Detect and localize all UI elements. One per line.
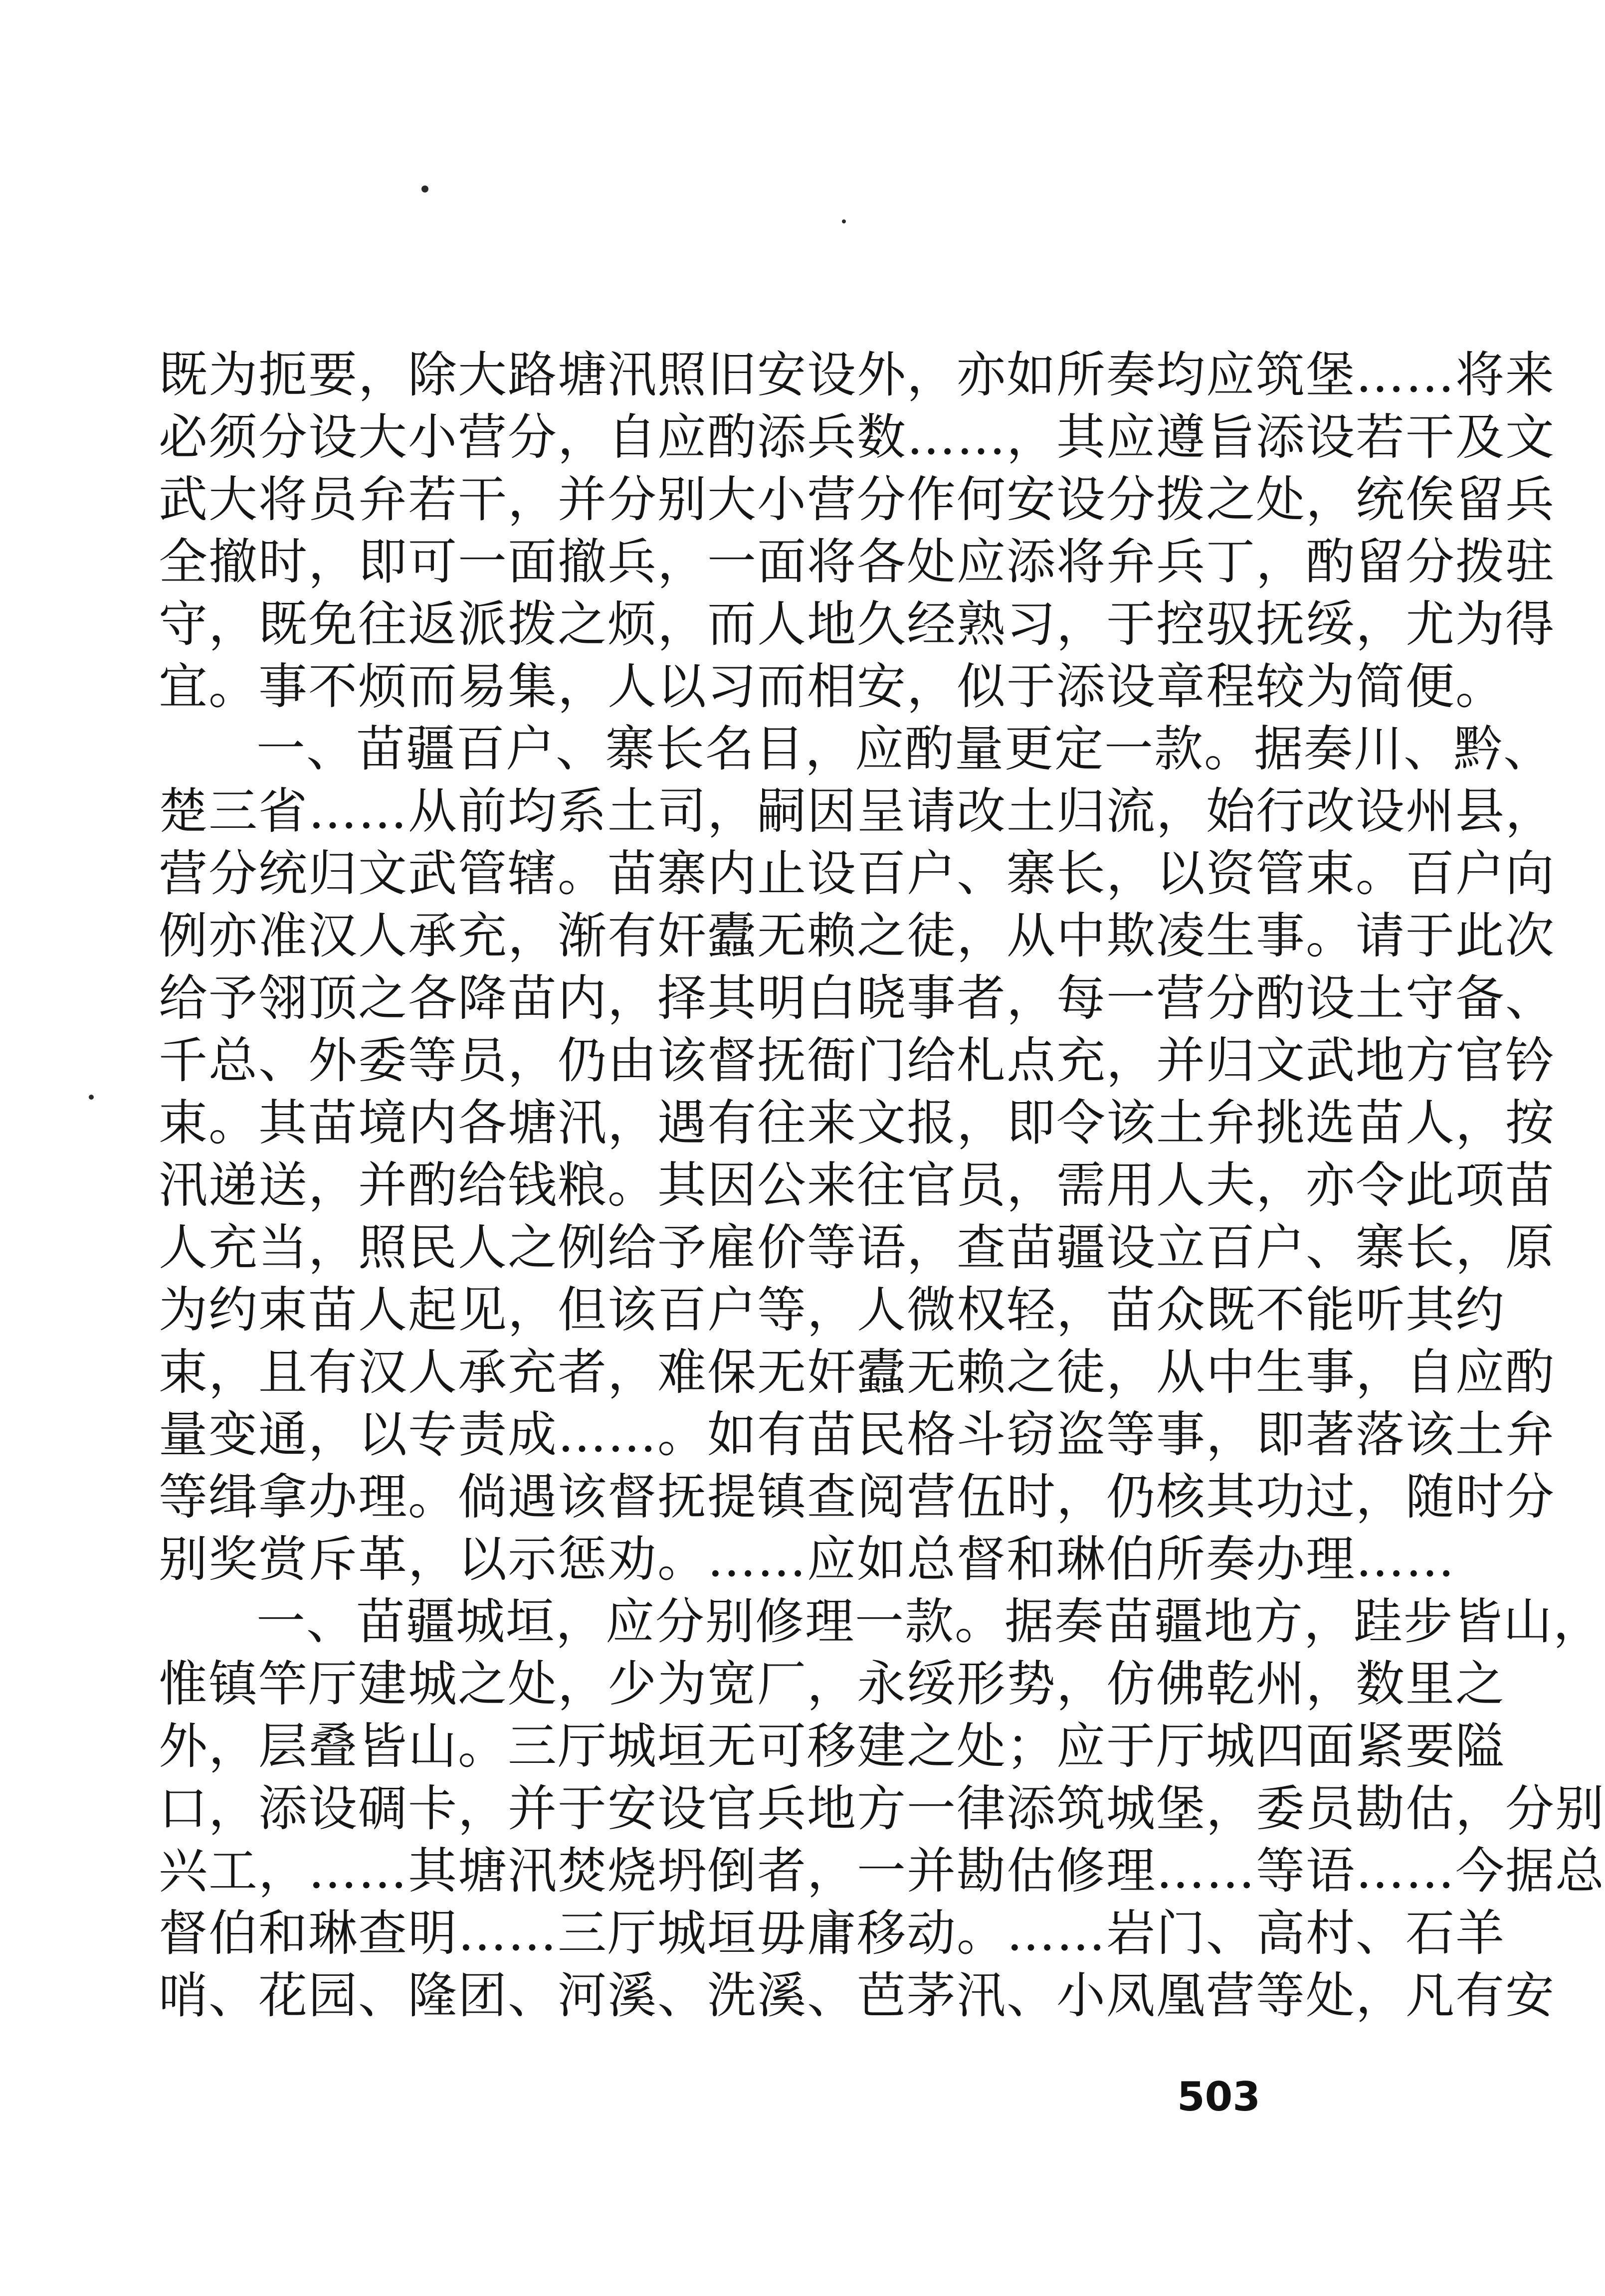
text-line: 必须分设大小营分，自应酌添兵数……，其应遵旨添设若干及文	[159, 409, 1556, 466]
text-line: 哨、花园、隆团、河溪、洗溪、芭茅汛、小凤凰营等处，凡有安	[159, 1967, 1556, 2024]
scan-speck	[89, 1095, 94, 1100]
text-line: 给予翎顶之各降苗内，择其明白晓事者，每一营分酌设土守备、	[159, 970, 1556, 1027]
text-line: 口，添设碉卡，并于安设官兵地方一律添筑城堡，委员勘估，分别	[159, 1780, 1605, 1837]
text-line: 千总、外委等员，仍由该督抚衙门给札点充，并归文武地方官钤	[159, 1032, 1556, 1089]
text-line: 惟镇竿厅建城之处，少为宽厂，永绥形势，仿佛乾州，数里之	[159, 1656, 1506, 1713]
text-line: 武大将员弁若干，并分别大小营分作何安设分拨之处，统俟留兵	[159, 471, 1556, 528]
text-line: 为约束苗人起见，但该百户等，人微权轻，苗众既不能听其约	[159, 1282, 1506, 1339]
text-line: 人充当，照民人之例给予雇价等语，查苗疆设立百户、寨长，原	[159, 1219, 1556, 1276]
text-line: 别奖赏斥革，以示惩劝。……应如总督和琳伯所奏办理……	[159, 1531, 1456, 1588]
text-line: 汛递送，并酌给钱粮。其因公来往官员，需用人夫，亦令此项苗	[159, 1157, 1556, 1214]
paragraph-2	[159, 718, 1556, 1591]
text-line: 督伯和琳查明……三厅城垣毋庸移动。……岩门、高村、石羊	[159, 1905, 1506, 1962]
paragraph-1	[159, 344, 1556, 718]
text-line: 束，且有汉人承充者，难保无奸蠹无赖之徒，从中生事，自应酌	[159, 1344, 1556, 1401]
text-line: 楚三省……从前均系土司，嗣因呈请改土归流，始行改设州县，	[159, 783, 1556, 840]
text-line: 束。其苗境内各塘汛，遇有往来文报，即令该土弁挑选苗人，按	[159, 1095, 1556, 1151]
text-line: 兴工，……其塘汛焚烧坍倒者，一并勘估修理……等语……今据总	[159, 1843, 1605, 1900]
text-line: 营分统归文武管辖。苗寨内止设百户、寨长，以资管束。百户向	[159, 845, 1556, 902]
body-text	[159, 344, 1605, 2027]
scan-speck	[842, 219, 846, 223]
page-number: 503	[1177, 2074, 1260, 2120]
scan-speck	[421, 186, 428, 192]
text-line: 守，既免往返派拨之烦，而人地久经熟习，于控驭抚绥，尤为得	[159, 596, 1556, 653]
text-line: 外，层叠皆山。三厅城垣无可移建之处；应于厅城四面紧要隘	[159, 1718, 1506, 1775]
text-line: 例亦准汉人承充，渐有奸蠹无赖之徒，从中欺凌生事。请于此次	[159, 908, 1556, 964]
text-line: 一、苗疆百户、寨长名目，应酌量更定一款。据奏川、黔、	[256, 721, 1554, 777]
text-line: 既为扼要，除大路塘汛照旧安设外，亦如所奏均应筑堡……将来	[159, 347, 1556, 403]
text-line: 量变通，以专责成……。如有苗民格斗窃盗等事，即著落该土弁	[159, 1406, 1556, 1463]
paragraph-3	[159, 1591, 1605, 2027]
text-line: 一、苗疆城垣，应分别修理一款。据奏苗疆地方，跬步皆山，	[256, 1593, 1604, 1650]
text-line: 等缉拿办理。倘遇该督抚提镇查阅营伍时，仍核其功过，随时分	[159, 1469, 1556, 1526]
text-line: 全撤时，即可一面撤兵，一面将各处应添将弁兵丁，酌留分拨驻	[159, 534, 1556, 590]
text-line: 宜。事不烦而易集，人以习而相安，似于添设章程较为简便。	[159, 658, 1506, 715]
